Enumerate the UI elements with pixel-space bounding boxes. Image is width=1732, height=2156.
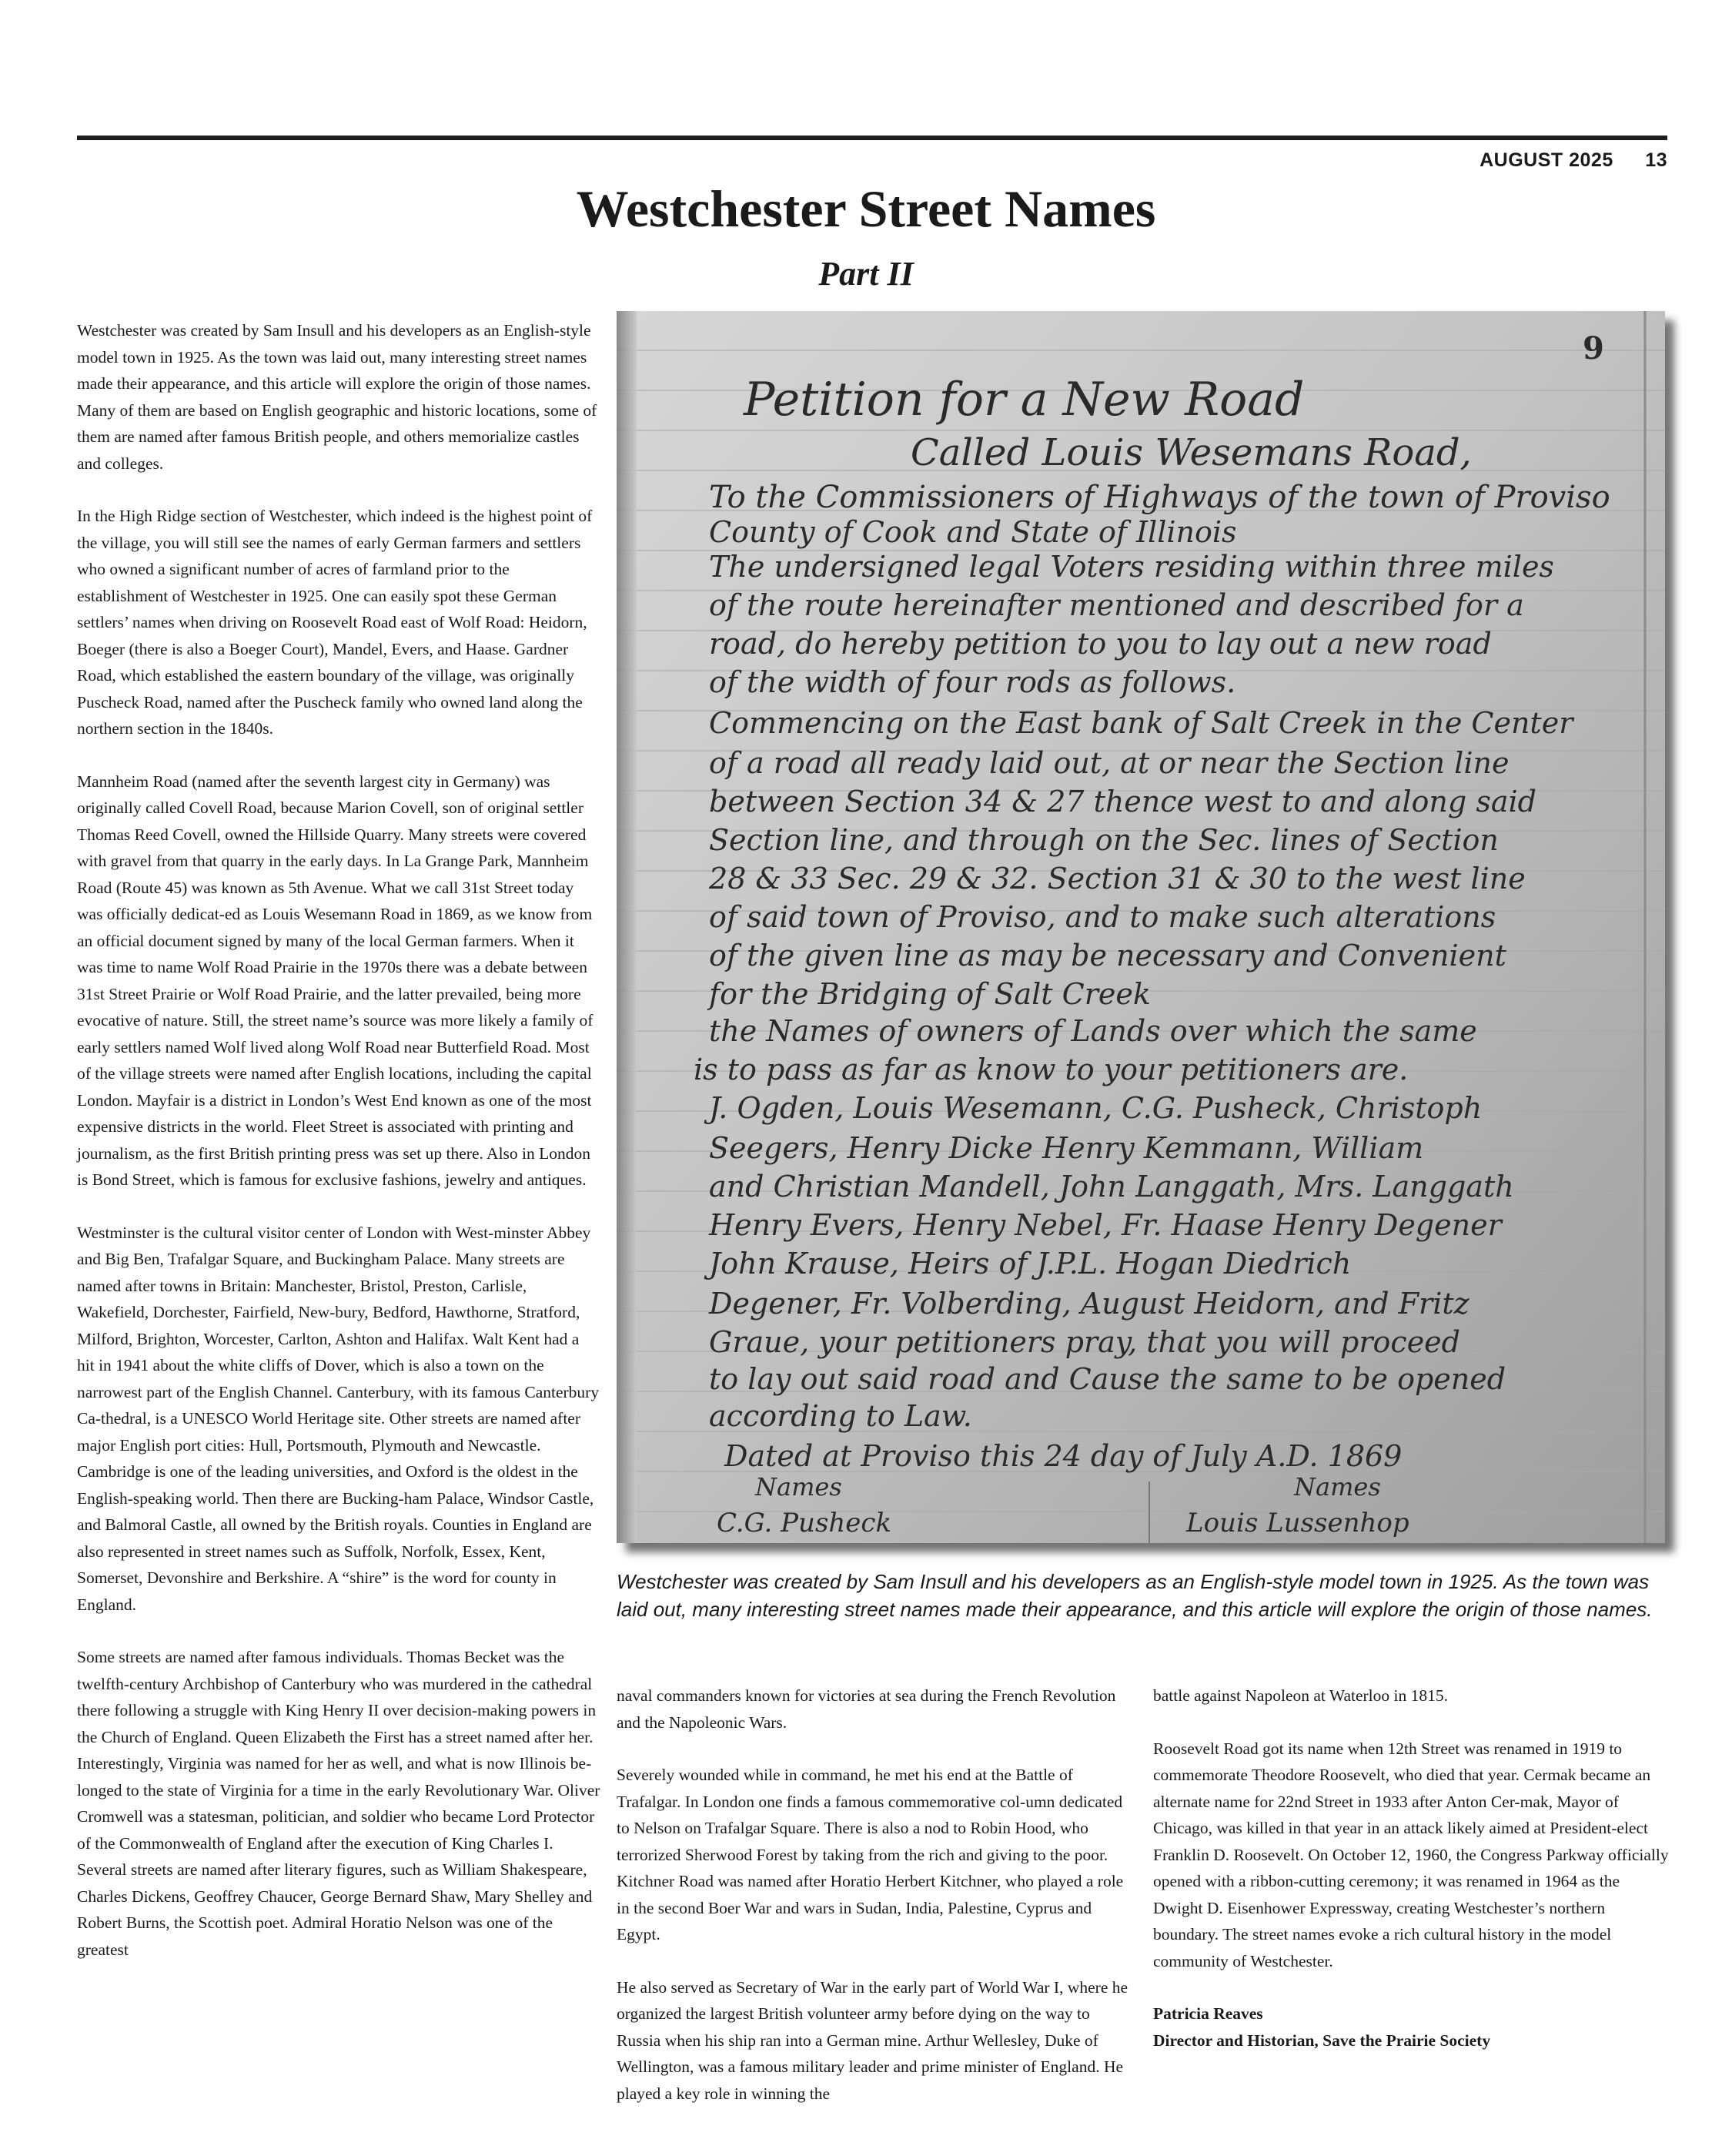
photo-caption: Westchester was created by Sam Insull and his developers as an English-style model town in 1925. As the town was laid out, many interesting street names made their appearance, and this article will explore the origin of those names. [617,1570,1653,1621]
article-column-3 [1153,1682,1669,2054]
petition-line: Dated at Proviso this 24 day of July A.D. 1869 [724,1439,1403,1473]
petition-line: Petition for a New Road [744,373,1305,427]
issue-date: AUGUST 2025 [1480,149,1613,171]
petition-line: for the Bridging of Salt Creek [709,977,1151,1011]
petition-line: Called Louis Wesemans Road, [911,431,1472,474]
article-subtitle: Part II [818,255,914,293]
paragraph: Mannheim Road (named after the seventh largest city in Germany) was originally called Covell Road, because Marion Covell, son of original settler Thomas Reed Covell, owned the Hillside Quarry. Many streets were covered with gravel from that quarry in the early days. In La Grange Park, Mannheim Road (Route 45) was known as 5th Avenue. What we call 31st Street today was officially dedicat-ed as Louis Wesemann Road in 1869, as we know from an official document signed by many of the local German farmers. When it was time to name Wolf Road Prairie in the 1970s there was a debate between 31st Street Prairie or Wolf Road Prairie, and the latter prevailed, being more evocative of nature. Still, the street name’s source was more likely a family of early settlers named Wolf lived along Wolf Road near Butterfield Road. Most of the village streets were named after English locations, including the capital London. Mayfair is a district in London’s West End known as one of the most expensive districts in the world. Fleet Street is associated with printing and journalism, as the first British printing press was set up there. Also in London is Bond Street, which is famous for exclusive fashions, jewelry and antiques. [77,772,593,1189]
petition-line: to lay out said road and Cause the same to be opened [709,1362,1506,1396]
paragraph: Severely wounded while in command, he met his end at the Battle of Trafalgar. In London one finds a famous commemorative col-umn dedicated to Nelson on Trafalgar Square. There is also a nod to Robin Hood, who terrorized Sherwood Forest by taking from the rich and giving to the poor. Kitchner Road was named after Horatio Herbert Kitchner, who played a role in the second Boer War and wars in Sudan, India, Palestine, Cyprus and Egypt. [617,1766,1124,1943]
petition-line: of the given line as may be necessary and Convenient [709,939,1506,973]
petition-line: of a road all ready laid out, at or near the Section line [709,746,1510,780]
paragraph: Some streets are named after famous individuals. Thomas Becket was the twelfth-century Archbishop of Canterbury who was murdered in the cathedral there following a struggle with King Henry II over decision-making powers in the Church of England. Queen Elizabeth the First has a street named after her. Interestingly, Virginia was named for her as well, and what is now Illinois be-longed to the state of Virginia for a time in the early Revolutionary War. Oliver Cromwell was a statesman, politician, and soldier who became Lord Protector of the Commonwealth of England after the execution of King Charles I. Several streets are named after literary figures, such as William Shakespeare, Charles Dickens, Geoffrey Chaucer, George Bernard Shaw, Mary Shelley and Robert Burns, the Scottish poet. Admiral Horatio Nelson was one of the greatest [77,1648,600,1959]
paragraph: He also served as Secretary of War in the early part of World War I, where he organized the largest British volunteer army before dying on the way to Russia when his ship ran into a German mine. Arthur Wellesley, Duke of Wellington, was a famous military leader and prime minister of England. He played a key role in winning the [617,1977,1128,2103]
petition-line: 28 & 33 Sec. 29 & 32. Section 31 & 30 to the west line [709,862,1526,896]
paragraph: Roosevelt Road got its name when 12th Street was renamed in 1919 to commemorate Theodore Roosevelt, who died that year. Cermak became an alternate name for 22nd Street in 1933 after Anton Cer-mak, Mayor of Chicago, was killed in that year in an attack likely aimed at President-elect Franklin D. Roosevelt. On October 12, 1960, the Congress Parkway officially opened with a ribbon-cutting ceremony; it was renamed in 1964 as the Dwight D. Eisenhower Expressway, creating Westchester’s northern boundary. The street names evoke a rich cultural history in the model community of Westchester. [1153,1739,1669,1970]
petition-line: Louis Lussenhop [1186,1508,1409,1538]
article-column-1 [77,317,600,1989]
petition-image [617,311,1665,1543]
petition-line: Degener, Fr. Volberding, August Heidorn, and Fritz [709,1287,1470,1321]
petition-line: To the Commissioners of Highways of the town of Proviso [709,480,1610,515]
paragraph: In the High Ridge section of Westchester, which indeed is the highest point of the village, you will still see the names of early German farmers and settlers who owned a significant number of acres of farmland prior to the establishment of Westchester in 1925. One can easily spot these German settlers’ names when driving on Roosevelt Road east of Wolf Road: Heidorn, Boeger (there is also a Boeger Court), Mandel, Evers, and Haase. Gardner Road, which established the eastern boundary of the village, was originally Puscheck Road, named after the Puscheck family who owned land along the northern section in the 1840s. [77,507,593,738]
petition-line: and Christian Mandell, John Langgath, Mrs. Langgath [709,1170,1514,1204]
author-name: Patricia Reaves [1153,2004,1263,2023]
petition-line: Commencing on the East bank of Salt Creek in the Center [709,706,1573,740]
paragraph: battle against Napoleon at Waterloo in 1815. [1153,1686,1448,1705]
petition-line: is to pass as far as know to your petitioners are. [694,1053,1409,1086]
petition-line: of the width of four rods as follows. [709,665,1236,699]
petition-line: between Section 34 & 27 thence west to and along said [709,785,1536,819]
petition-line: John Krause, Heirs of J.P.L. Hogan Diedrich [709,1247,1352,1281]
article-column-2 [617,1682,1133,2133]
page-number: 13 [1645,149,1667,171]
author-role: Director and Historian, Save the Prairie Society [1153,2030,1491,2050]
paragraph: Westchester was created by Sam Insull and his developers as an English-style model town in 1925. As the town was laid out, many interesting street names made their appearance, and this article will explore the origin of those names. Many of them are based on English geographic and historic locations, some of them are named after famous British people, and others memorialize castles and colleges. [77,321,597,473]
petition-line: Names [755,1472,842,1502]
petition-line: Henry Evers, Henry Nebel, Fr. Haase Henry Degener [709,1208,1502,1242]
photo-page-number: 9 [1583,330,1604,367]
author-signature [1153,2000,1669,2054]
petition-line: The undersigned legal Voters residing within three miles [709,550,1554,584]
petition-line: J. Ogden, Louis Wesemann, C.G. Pusheck, Christoph [709,1091,1483,1125]
petition-line: Names [1294,1472,1381,1502]
paragraph: Westminster is the cultural visitor center of London with West-minster Abbey and Big Ben, Trafalgar Square, and Buckingham Palace. Many streets are named after towns in Britain: Manchester, Bristol, Preston, Carlisle, Wakefield, Dorchester, Fairfield, New-bury, Bedford, Hawthorne, Stratford, Milford, Brighton, Worcester, Carlton, Ashton and Halifax. Walt Kent had a hit in 1941 about the white cliffs of Dover, which is also a town on the narrowest part of the English Channel. Canterbury, with its famous Canterbury Ca-thedral, is a UNESCO World Heritage site. Other streets are named after major English port cities: Hull, Portsmouth, Plymouth and Newcastle. Cambridge is one of the leading universities, and Oxford is the oldest in the English-speaking world. Then there are Bucking-ham Palace, Windsor Castle, and Balmoral Castle, all owned by the British royals. Counties in England are also represented in street names such as Suffolk, Norfolk, Essex, Kent, Somerset, Devonshire and Berkshire. A “shire” is the word for county in England. [77,1223,600,1614]
petition-line: road, do hereby petition to you to lay out a new road [709,627,1492,661]
petition-line: of the route hereinafter mentioned and described for a [709,588,1524,622]
petition-line: Section line, and through on the Sec. lines of Section [709,823,1499,857]
petition-line: of said town of Proviso, and to make such alterations [709,900,1496,934]
paragraph: naval commanders known for victories at sea during the French Revolution and the Napoleonic Wars. [617,1686,1116,1732]
petition-line: according to Law. [709,1399,972,1433]
page-header [1453,149,1667,172]
petition-line: C.G. Pusheck [717,1508,892,1538]
header-rule [77,136,1667,140]
petition-line: County of Cook and State of Illinois [709,515,1237,549]
petition-line: Graue, your petitioners pray, that you will proceed [709,1325,1460,1359]
petition-line: Seegers, Henry Dicke Henry Kemmann, William [709,1131,1424,1165]
petition-line: the Names of owners of Lands over which the same [709,1014,1477,1048]
article-title: Westchester Street Names [576,179,1156,238]
petition-document-photo [617,311,1665,1543]
